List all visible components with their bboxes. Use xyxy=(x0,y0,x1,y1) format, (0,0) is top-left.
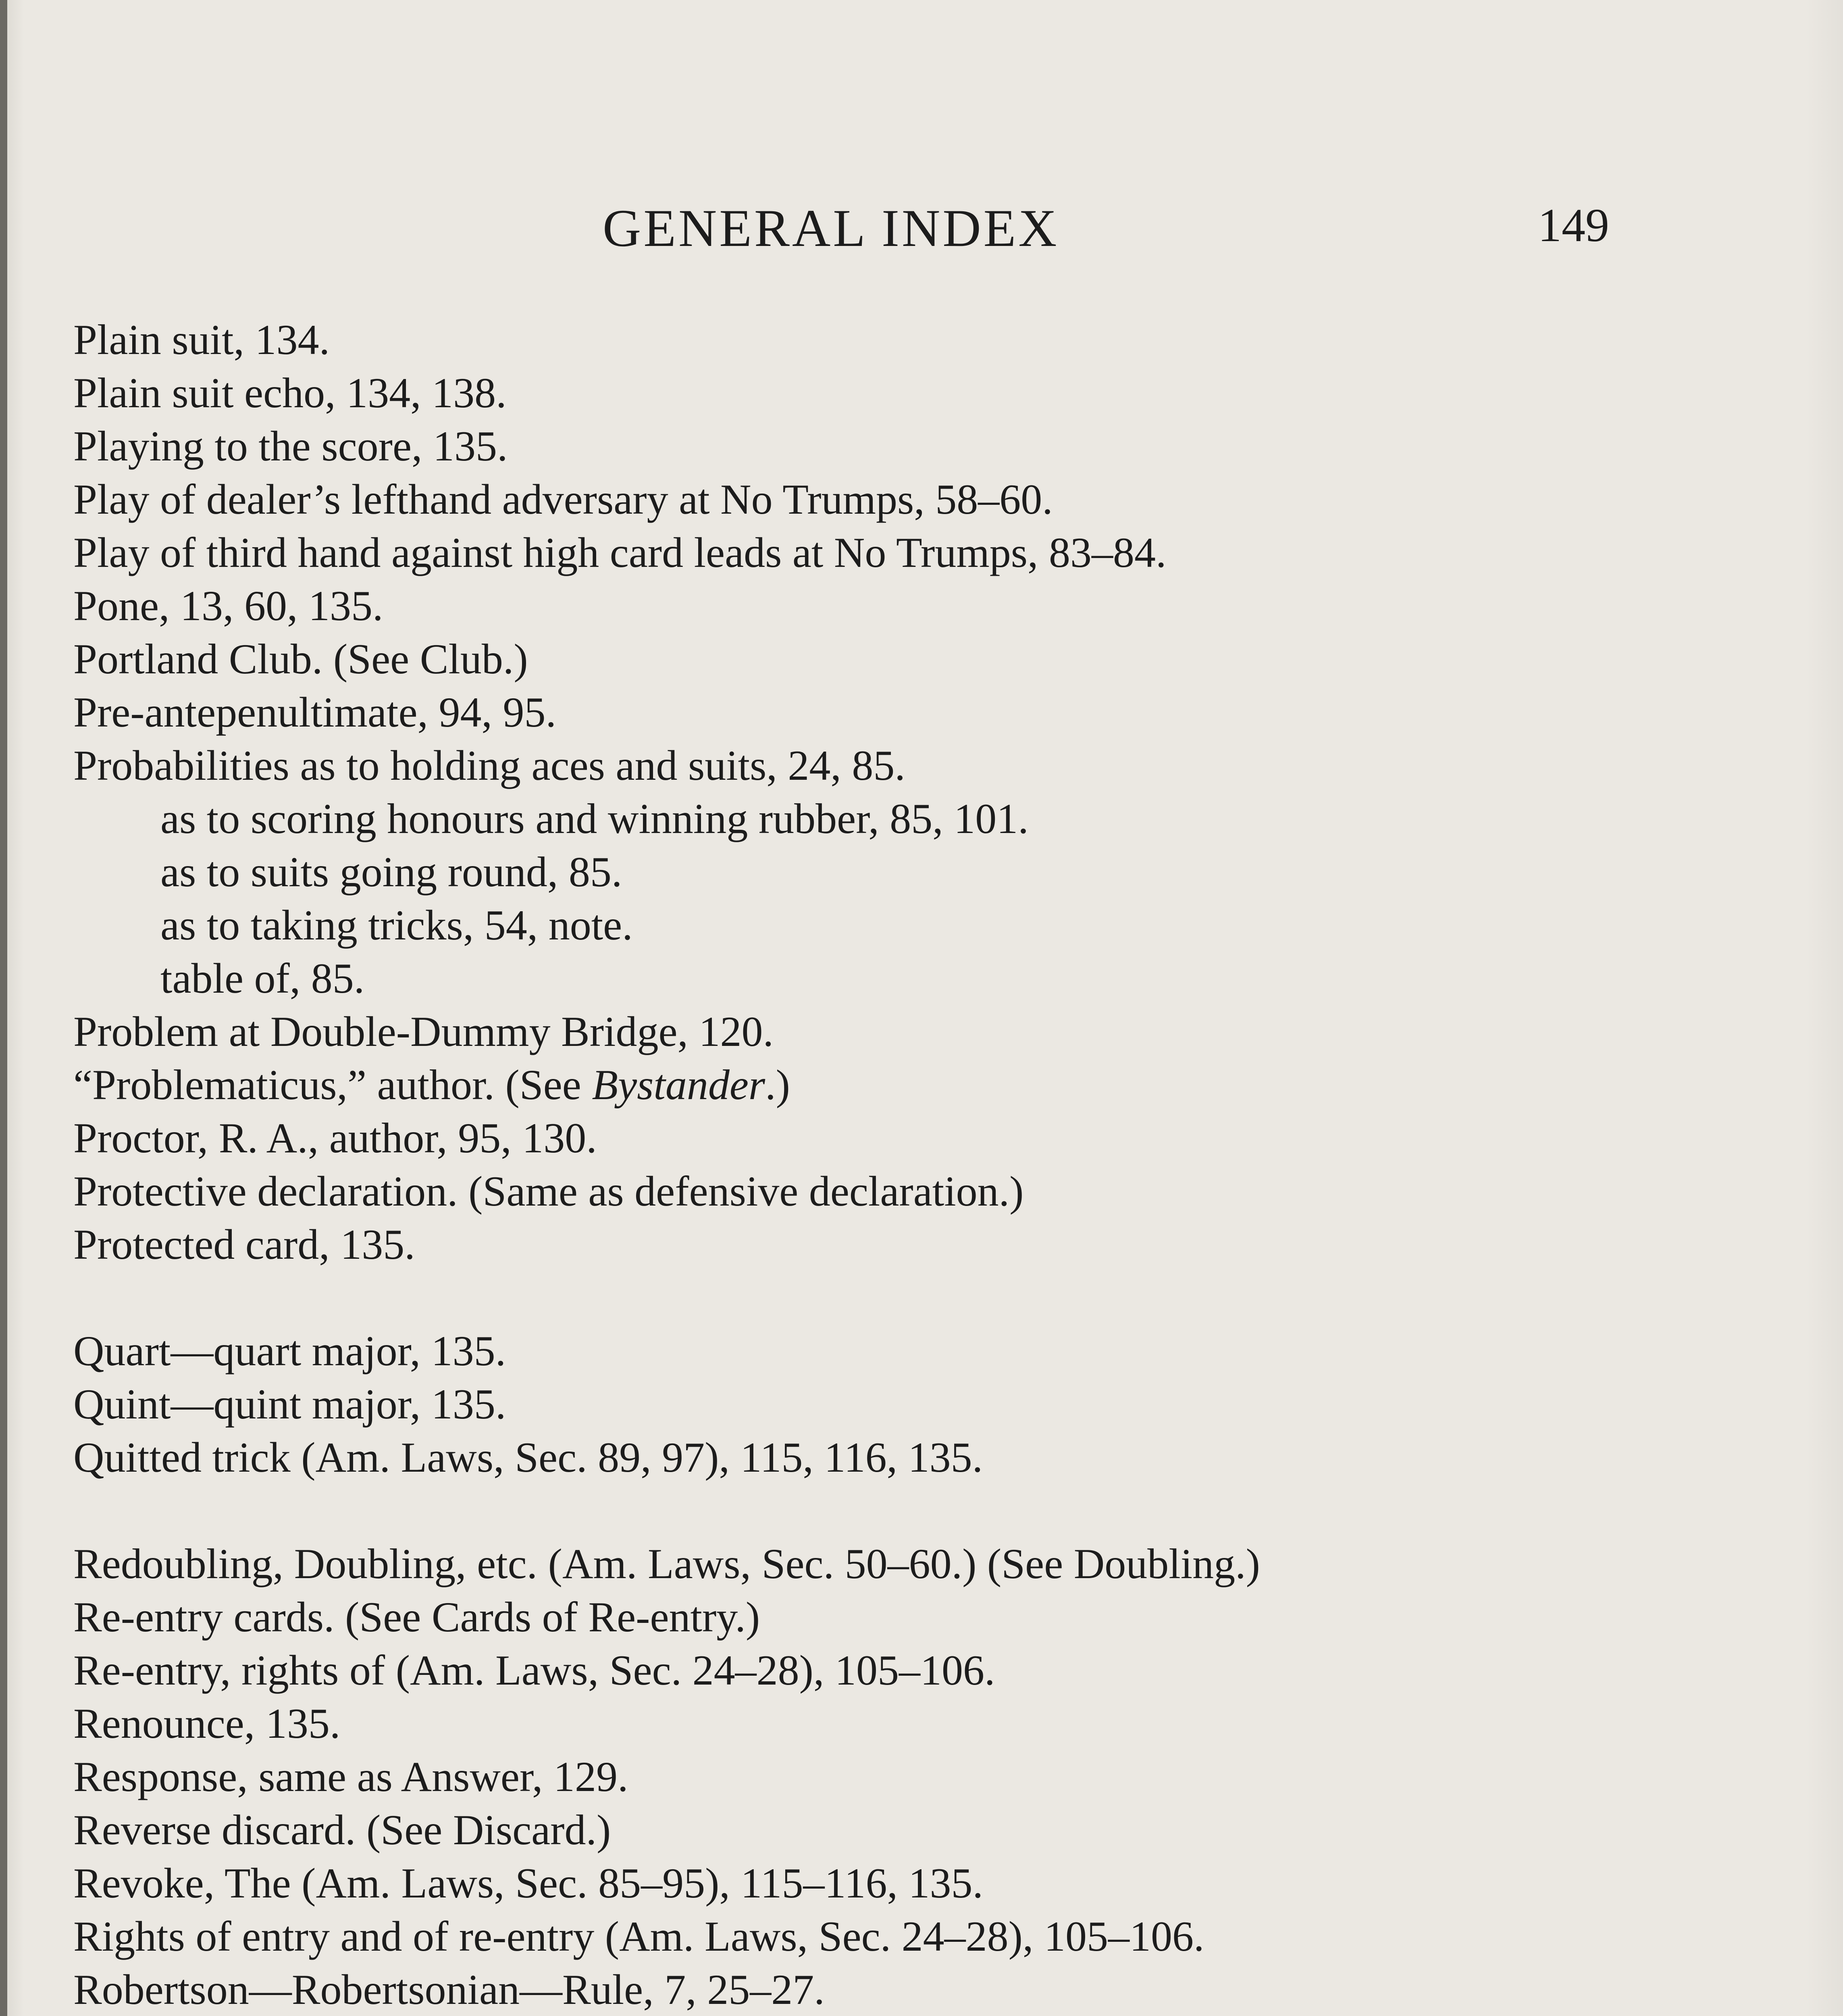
index-subentry: as to scoring honours and winning rubber, 85, 101. xyxy=(160,795,1029,842)
index-entry: Pre-antepenultimate, 94, 95. xyxy=(73,689,557,736)
running-title: GENERAL INDEX xyxy=(603,198,1059,258)
index-entry: Robertson—Robertsonian—Rule, 7, 25–27. xyxy=(73,1966,825,2013)
index-entry: Portland Club. (See Club.) xyxy=(73,635,528,683)
index-entry: Rights of entry and of re-entry (Am. Laws, Sec. 24–28), 105–106. xyxy=(73,1913,1204,1960)
index-entry: Reverse discard. (See Discard.) xyxy=(73,1806,611,1854)
index-subentry: as to taking tricks, 54, note. xyxy=(160,902,633,949)
index-entry xyxy=(73,1061,790,1108)
entry-text: .) xyxy=(765,1061,790,1108)
index-entry: Problem at Double-Dummy Bridge, 120. xyxy=(73,1008,774,1055)
index-entry: Plain suit, 134. xyxy=(73,316,330,363)
index-entry: Redoubling, Doubling, etc. (Am. Laws, Sec. 50–60.) (See Doubling.) xyxy=(73,1540,1260,1587)
index-subentry: as to suits going round, 85. xyxy=(160,848,622,896)
index-entry: Play of dealer’s lefthand adversary at No Trumps, 58–60. xyxy=(73,476,1053,523)
index-entry: Re-entry, rights of (Am. Laws, Sec. 24–28), 105–106. xyxy=(73,1647,995,1694)
entry-text: “Problematicus,” author. (See xyxy=(73,1061,592,1108)
index-entry: Revoke, The (Am. Laws, Sec. 85–95), 115–116, 135. xyxy=(73,1860,984,1907)
index-entry: Quart—quart major, 135. xyxy=(73,1327,506,1375)
index-entry: Pone, 13, 60, 135. xyxy=(73,582,383,629)
page-number: 149 xyxy=(1538,199,1609,252)
index-entry: Plain suit echo, 134, 138. xyxy=(73,369,507,417)
index-entry: Response, same as Answer, 129. xyxy=(73,1753,628,1800)
entry-italic-text: Bystander xyxy=(592,1061,765,1108)
index-entry: Protected card, 135. xyxy=(73,1221,415,1268)
index-entry: Probabilities as to holding aces and suits, 24, 85. xyxy=(73,742,905,789)
index-entry: Renounce, 135. xyxy=(73,1700,341,1747)
index-entry: Playing to the score, 135. xyxy=(73,423,508,470)
index-entry: Play of third hand against high card leads at No Trumps, 83–84. xyxy=(73,529,1167,576)
index-entry: Proctor, R. A., author, 95, 130. xyxy=(73,1114,597,1162)
index-subentry: table of, 85. xyxy=(160,955,365,1002)
index-entry: Quint—quint major, 135. xyxy=(73,1381,506,1428)
index-entry: Re-entry cards. (See Cards of Re-entry.) xyxy=(73,1593,760,1641)
page-header xyxy=(0,194,1843,266)
page-spine-edge xyxy=(0,0,7,2016)
index-entry: Quitted trick (Am. Laws, Sec. 89, 97), 115, 116, 135. xyxy=(73,1434,983,1481)
index-entry: Protective declaration. (Same as defensive declaration.) xyxy=(73,1168,1024,1215)
